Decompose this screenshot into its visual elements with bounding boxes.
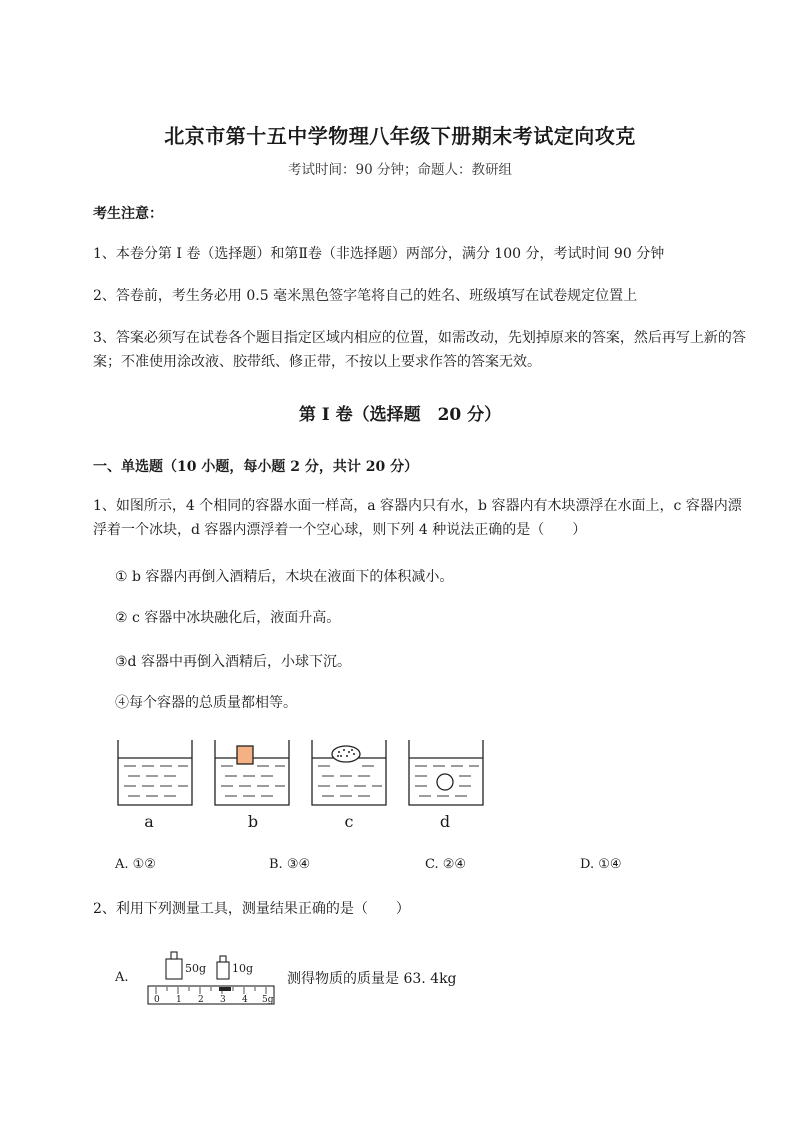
- option-b[interactable]: B. ③④: [269, 857, 311, 872]
- container-b: [215, 740, 289, 805]
- exam-info: 考试时间：90 分钟；命题人：教研组: [288, 162, 512, 178]
- page-title: 北京市第十五中学物理八年级下册期末考试定向攻克: [164, 124, 636, 148]
- q2-option-a-letter[interactable]: A.: [115, 970, 129, 985]
- weight-50g-label: 50g: [185, 962, 207, 975]
- ruler-tick-1: 1: [176, 995, 182, 1005]
- statement-2: ② c 容器中冰块融化后，液面升高。: [115, 610, 341, 626]
- ruler-tick-4: 4: [242, 995, 248, 1005]
- notice-item-2: 2、答卷前，考生务必用 0.5 毫米黑色签字笔将自己的姓名、班级填写在试卷规定位置上: [93, 288, 638, 304]
- option-c[interactable]: C. ②④: [425, 857, 467, 872]
- question-2-stem: 2、利用下列测量工具，测量结果正确的是（ ）: [93, 901, 410, 917]
- statement-3: ③d 容器中再倒入酒精后，小球下沉。: [115, 654, 351, 670]
- option-d[interactable]: D. ①④: [580, 857, 622, 872]
- q2-option-a-result: 测得物质的质量是 63. 4kg: [287, 971, 457, 987]
- weight-10g-label: 10g: [232, 962, 254, 975]
- balance-figure: [146, 946, 278, 1008]
- option-a[interactable]: A. ①②: [115, 857, 156, 872]
- notice-heading: 考生注意：: [93, 206, 163, 222]
- container-label-b: b: [247, 812, 259, 831]
- container-a: [118, 740, 192, 805]
- ruler-tick-3: 3: [220, 995, 226, 1005]
- ruler-tick-2: 2: [198, 995, 204, 1005]
- ruler-tick-0: 0: [154, 995, 160, 1005]
- container-label-a: a: [144, 812, 154, 831]
- notice-item-3: 3、答案必须写在试卷各个题目指定区域内相应的位置，如需改动，先划掉原来的答案，然后再写上新的答案；不准使用涂改液、胶带纸、修正带，不按以上要求作答的答案无效。: [93, 330, 746, 370]
- weight-10g-icon: [217, 962, 229, 979]
- containers-figure: [110, 730, 500, 810]
- ruler-tick-5: 5g: [262, 995, 274, 1005]
- weight-50g-icon: [166, 959, 182, 979]
- container-label-d: d: [439, 812, 451, 831]
- container-c: [312, 740, 386, 805]
- statement-4: ④每个容器的总质量都相等。: [115, 695, 297, 711]
- part-heading: 一、单选题（10 小题，每小题 2 分，共计 20 分）: [93, 459, 419, 475]
- section-title: 第 I 卷（选择题 20 分）: [298, 405, 502, 425]
- question-1-stem: 1、如图所示，4 个相同的容器水面一样高，a 容器内只有水，b 容器内有木块漂浮在水面上，c 容器内漂浮着一个冰块，d 容器内漂浮着一个空心球，则下列 4 种说法正确的是（ ）: [93, 498, 742, 538]
- container-label-c: c: [344, 812, 354, 831]
- notice-item-1: 1、本卷分第 I 卷（选择题）和第Ⅱ卷（非选择题）两部分，满分 100 分，考试时间 90 分钟: [93, 246, 665, 262]
- container-d: [409, 740, 483, 805]
- statement-1: ① b 容器内再倒入酒精后，木块在液面下的体积减小。: [115, 569, 454, 585]
